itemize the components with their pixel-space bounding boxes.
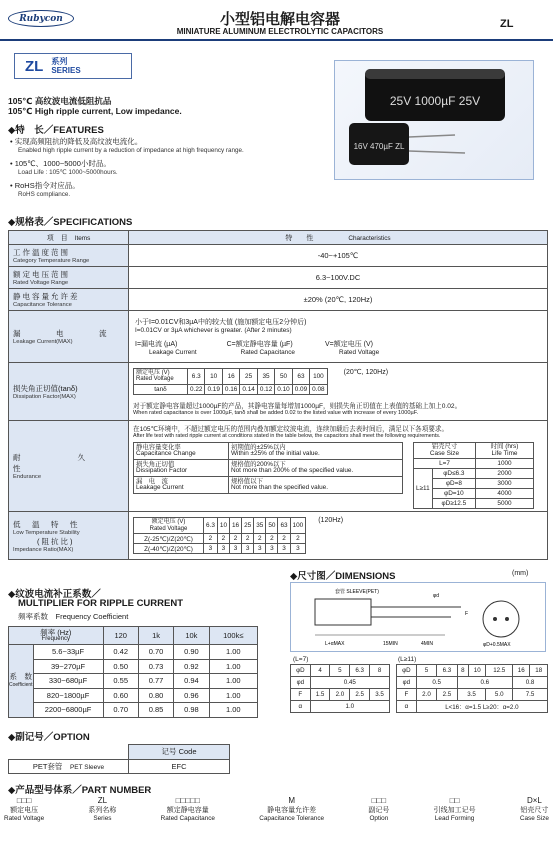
page-title: 小型铝电解电容器 <box>219 11 340 28</box>
pn-cap-tolerance: M 静电容量允许差 Capacitance Tolerance <box>259 796 325 822</box>
brand-logo-text: Rubycon <box>19 13 63 24</box>
features-list <box>10 136 330 198</box>
spec-lowtemp-value <box>129 512 548 560</box>
dim-table-l11: φD 5 6.3 8 10 12.5 16 18 φd 0.5 0.6 0.8 F 2.0 2.5 3.5 5.0 7.5 α L<16：α=1.5 L≥20：α=2.0 <box>396 664 548 713</box>
spec-cap-label: 静电容量允许差 Capacitance Tolerance <box>9 289 129 311</box>
dim-label-pitch: F <box>465 611 469 617</box>
page-subtitle: MINIATURE ALUMINUM ELECTROLYTIC CAPACITORS <box>176 27 384 36</box>
leak-def-c: C=额定静电容量 (µF) Rated Capacitance <box>226 341 295 356</box>
leak-def-i: I=漏电流 (µA) Leakage Current <box>135 341 197 356</box>
dim-table1-label: (L=7) <box>293 656 309 663</box>
feature-1-en: Enabled high ripple current by a reduction of impedance at high frequency range. <box>18 147 244 154</box>
feature-3-en: RoHS compliance. <box>18 191 71 198</box>
lowtemp-table: 额定电压 (V) Rated Voltage 6.3 10 16 25 35 50 63 100 Z(-25℃)/Z(20℃) 2 2 2 2 2 2 2 2 Z(-40℃)/Z(20℃) 3 3 3 3 3 3 3 3 <box>133 517 306 554</box>
dim-label-length: L+αMAX <box>325 641 345 647</box>
cap1-marking: 25V 1000µF 25V <box>389 94 481 108</box>
leak-def-v: V=额定电压 (V) Rated Voltage <box>324 341 380 356</box>
series-box-label-en: SERIES <box>51 66 81 75</box>
spec-temp-label: 工作温度范围 Category Temperature Range <box>9 245 129 267</box>
dimensions-title: ◆尺寸图／DIMENSIONS <box>290 571 396 582</box>
lifetime-table: 铝壳尺寸 Case Size 时间 (hrs) Life Time L=7 1000 L≥11 φD≤6.3 2000 φD=8 3000 φD=10 4000 φD≥12.5 5000 <box>413 442 534 509</box>
multiplier-table: 频率 (Hz) Frequency 120 1k 10k 100k≤ 系 数 Coefficient 5.6~33µF 0.42 0.70 0.90 1.00 39~270µF 0.50 0.73 0.92 1.00 330~680µF 0.55 0.77 0.94 1.00 820~1800µF 0.60 0.80 0.96 1.00 2200~6800µF 0.70 0.85 0.98 1.00 <box>8 626 258 718</box>
spec-volt-value: 6.3~100V.DC <box>129 267 548 289</box>
header-divider <box>0 39 553 41</box>
spec-leak-value <box>129 311 548 363</box>
capacitor-outline-drawing <box>291 583 545 651</box>
option-table: 记号 Code PET套管 PET Sleeve EFC <box>8 744 230 774</box>
product-photo <box>334 60 534 180</box>
spec-endurance-label: 耐 久 性 Endurance <box>9 421 129 512</box>
specs-title: ◆规格表／SPECIFICATIONS <box>8 217 133 228</box>
endurance-line-1: 在105℃环境中，不超过额定电压的范围内叠加额定纹波电流，连续加载后去表时间后，满足以下各项要求。 <box>133 426 449 433</box>
specs-table <box>8 230 548 560</box>
dim-table-l7: φD 4 5 6.3 8 φd 0.45 F 1.5 2.0 2.5 3.5 α 1.0 <box>290 664 390 713</box>
df-note-en: When rated capacitance is over 1000µF, tanδ shall be added 0.02 to the listed value with increase of every 1000µF. <box>133 409 419 416</box>
feature-1-cn: • 实现高频阻抗的降低及高纹波电流化。 <box>10 137 143 146</box>
cap2-marking: 16V 470µF ZL <box>353 142 405 151</box>
pn-lead-forming: □□ 引线加工记号 Lead Forming <box>433 796 476 822</box>
pn-series: ZL 系列名称 Series <box>88 796 117 822</box>
dim-label-sleeve: 套管 SLEEVE(PET) <box>335 589 379 595</box>
multiplier-title-en: MULTIPLIER FOR RIPPLE CURRENT <box>18 598 184 609</box>
pn-rated-voltage: □□□ 额定电压 Rated Voltage <box>4 796 45 822</box>
spec-volt-label: 额定电压范围 Rated Voltage Range <box>9 267 129 289</box>
feature-2-cn: • 105℃、1000~5000小时品。 <box>10 159 111 168</box>
dim-label-15min: 15MIN <box>383 641 398 647</box>
option-row-label: PET套管 PET Sleeve <box>9 759 129 774</box>
spec-temp-value: -40~+105℃ <box>129 245 548 267</box>
spec-endurance-value <box>129 421 548 512</box>
dimension-drawing <box>290 582 546 652</box>
intro-cn: 105℃ 高纹波电流低阻抗品 <box>8 96 112 106</box>
series-code: ZL <box>500 18 514 30</box>
pn-case-size: D×L 铝壳尺寸 Case Size <box>519 796 549 822</box>
series-box-code: ZL <box>25 57 44 75</box>
spec-df-label: 损失角正切值(tanδ) Dissipation Factor(MAX) <box>9 363 129 421</box>
intro-en: 105℃ High ripple current, Low impedance. <box>8 106 182 116</box>
spec-df-value <box>129 363 548 421</box>
lowtemp-condition: (120Hz) <box>318 517 344 524</box>
specs-head-char: 特 性 Characteristics <box>129 231 548 245</box>
pn-rated-capacitance: □□□□□ 额定静电容量 Rated Capacitance <box>160 796 215 822</box>
part-number-row <box>4 796 549 822</box>
series-box <box>14 53 132 79</box>
spec-leak-label: 漏 电 流 Leakage Current(MAX) <box>9 311 129 363</box>
dim-table2-label: (L≥11) <box>398 656 417 663</box>
multiplier-subtitle: 频率系数 Frequency Coefficient <box>18 612 129 621</box>
dim-label-lead: φd <box>433 593 440 599</box>
endurance-table: 静电容量变化率 Capacitance Change 初期值的±25%以内 Within ±25% of the initial value. 损失角正切值 Dissipation Factor 规格值的200%以下 Not more than 200% of the specified value. 漏 电 流 Leakage Current 规格值以下 Not more than the specified value. <box>133 442 403 494</box>
dimensions-unit: (mm) <box>512 570 529 577</box>
capacitor-image <box>335 61 535 181</box>
part-number-title: ◆产品型号体系／PART NUMBER <box>8 785 152 796</box>
df-note-cn: 对于额定静电容量超过1000µF的产品，其静电容量每增加1000µF，则损失角正切值在上表值的基础上加上0.02。 <box>133 402 462 410</box>
df-table: 额定电压 (V) Rated Voltage 6.3 10 16 25 35 50 63 100 tanδ 0.22 0.19 0.16 0.14 0.12 0.10 0.09 0.08 <box>133 368 328 395</box>
feature-2-en: Load Life : 105℃ 1000~5000hours. <box>18 169 118 176</box>
series-box-label-cn: 系列 <box>51 57 68 66</box>
pn-option: □□□ 副记号 Option <box>368 796 390 822</box>
dim-label-4min: 4MIN <box>421 641 433 647</box>
features-title: ◆特 长／FEATURES <box>8 125 104 136</box>
specs-head-items: 项 目 Items <box>9 231 129 245</box>
spec-cap-value: ±20% (20℃, 120Hz) <box>129 289 548 311</box>
brand-logo <box>8 10 74 27</box>
dim-label-diameter: φD+0.5MAX <box>483 642 511 648</box>
leak-line-2: I=0.01CV or 3µA whichever is greater. (After 2 minutes) <box>135 327 292 334</box>
spec-lowtemp-label: 低 温 特 性 Low Temperature Stability (阻抗比) Impedance Ratio(MAX) <box>9 512 129 560</box>
leak-line-1: 小于I=0.01CV和3µA中的较大值 (施加额定电压2分钟后) <box>135 319 307 326</box>
feature-3-cn: • RoHS指令对应品。 <box>10 181 80 190</box>
endurance-line-2: After life test with rated ripple current at conditions stated in the table below, the capacitors shall meet the following requirements. <box>133 433 441 439</box>
df-condition: (20℃, 120Hz) <box>343 368 389 376</box>
multiplier-title-cn: ◆纹波电流补正系数／ <box>8 589 101 600</box>
option-title: ◆副记号／OPTION <box>8 732 90 743</box>
